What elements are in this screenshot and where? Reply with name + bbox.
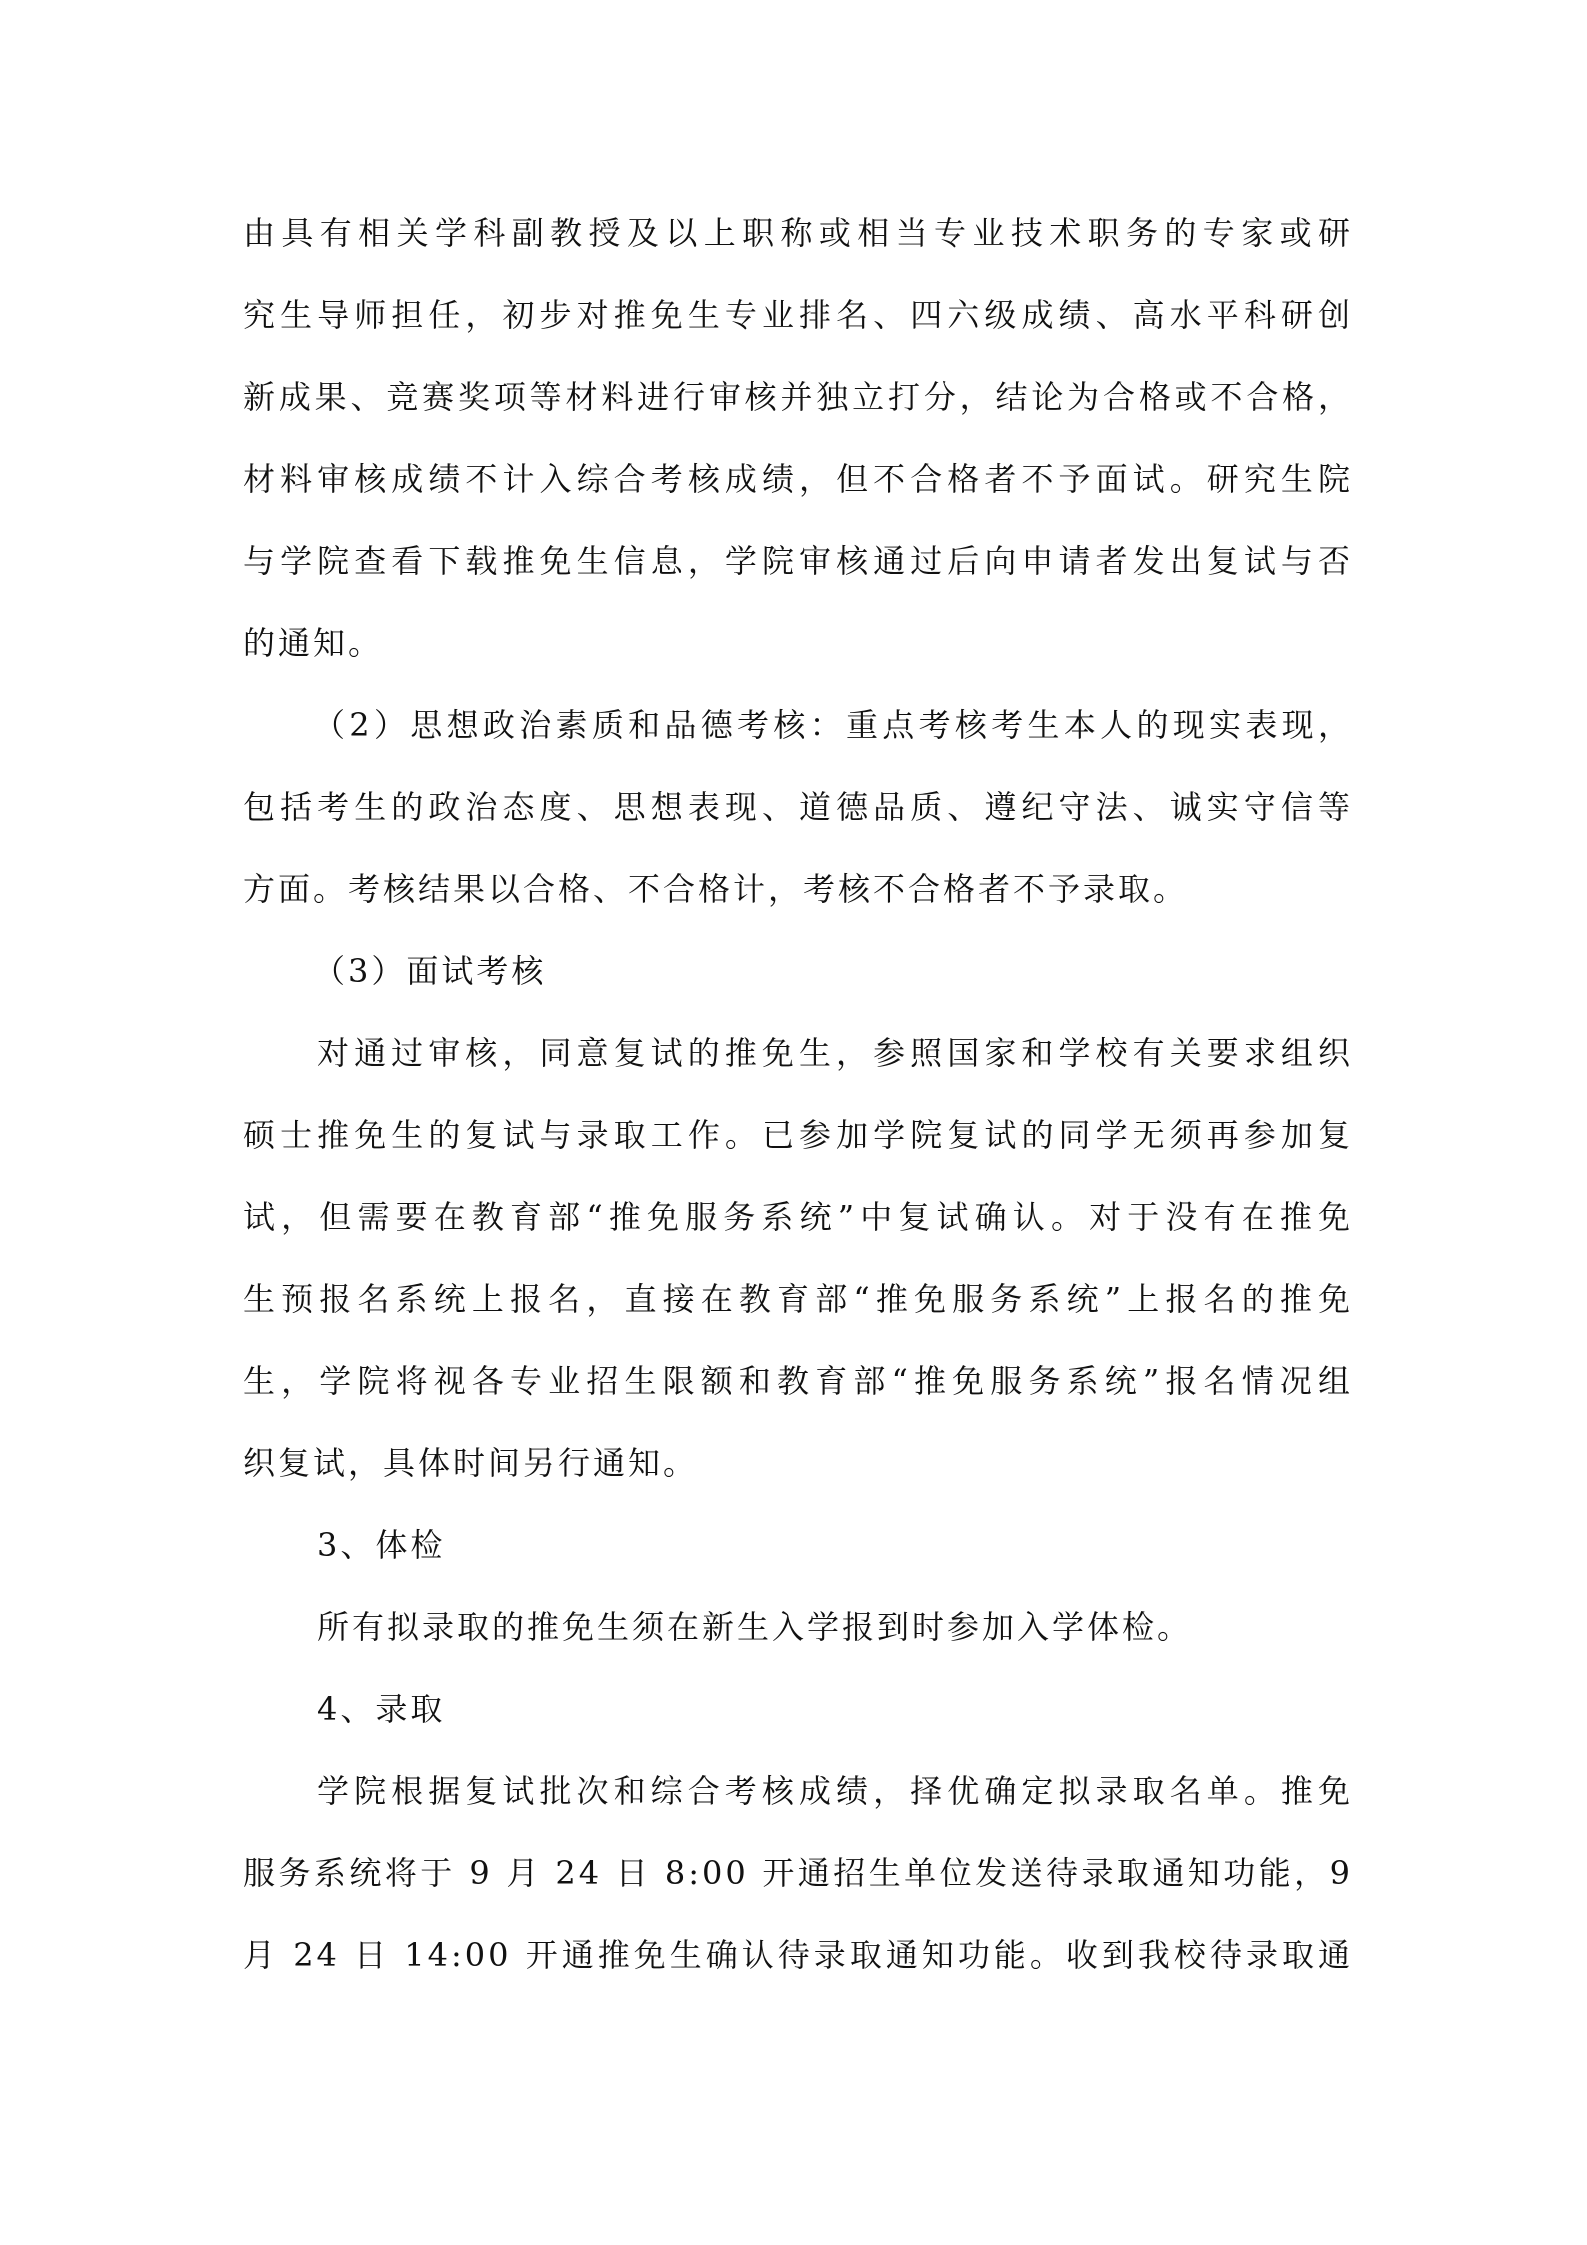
text-line: 服务系统将于 9 月 24 日 8:00 开通招生单位发送待录取通知功能，9 <box>243 1854 1353 1892</box>
paragraph-p1 <box>243 192 1353 684</box>
text-line: 生预报名系统上报名，直接在教育部“推免服务系统”上报名的推免 <box>243 1280 1353 1318</box>
paragraph-p3 <box>243 1012 1353 1504</box>
section-heading-interview <box>243 930 1353 1012</box>
paragraph-p4 <box>243 1586 1353 1668</box>
text-line: 生，学院将视各专业招生限额和教育部“推免服务系统”报名情况组 <box>243 1362 1353 1400</box>
text-line: 由具有相关学科副教授及以上职称或相当专业技术职务的专家或研 <box>243 214 1353 252</box>
heading-line: 3、体检 <box>317 1526 446 1564</box>
document-body <box>243 192 1353 1996</box>
text-line: 学院根据复试批次和综合考核成绩，择优确定拟录取名单。推免 <box>317 1772 1353 1810</box>
text-line: 对通过审核，同意复试的推免生，参照国家和学校有关要求组织 <box>317 1034 1353 1072</box>
text-line: 硕士推免生的复试与录取工作。已参加学院复试的同学无须再参加复 <box>243 1116 1353 1154</box>
text-line: 织复试，具体时间另行通知。 <box>243 1444 699 1482</box>
text-line: 材料审核成绩不计入综合考核成绩，但不合格者不予面试。研究生院 <box>243 460 1353 498</box>
text-line: 试，但需要在教育部“推免服务系统”中复试确认。对于没有在推免 <box>243 1198 1353 1236</box>
text-line: 与学院查看下载推免生信息，学院审核通过后向申请者发出复试与否 <box>243 542 1353 580</box>
text-line: 月 24 日 14:00 开通推免生确认待录取通知功能。收到我校待录取通 <box>243 1936 1353 1974</box>
heading-line: （3）面试考核 <box>313 952 547 990</box>
section-heading-admission <box>243 1668 1353 1750</box>
section-heading-physical-exam <box>243 1504 1353 1586</box>
text-line: 方面。考核结果以合格、不合格计，考核不合格者不予录取。 <box>243 870 1189 908</box>
heading-line: 4、录取 <box>317 1690 446 1728</box>
paragraph-p5 <box>243 1750 1353 1996</box>
text-line: 新成果、竞赛奖项等材料进行审核并独立打分，结论为合格或不合格， <box>243 378 1353 416</box>
text-line: 的通知。 <box>243 624 384 662</box>
text-line: 所有拟录取的推免生须在新生入学报到时参加入学体检。 <box>317 1608 1193 1646</box>
paragraph-p2 <box>243 684 1353 930</box>
text-line: 包括考生的政治态度、思想表现、道德品质、遵纪守法、诚实守信等 <box>243 788 1353 826</box>
text-line: 究生导师担任，初步对推免生专业排名、四六级成绩、高水平科研创 <box>243 296 1353 334</box>
text-line: （2）思想政治素质和品德考核：重点考核考生本人的现实表现， <box>313 706 1353 744</box>
